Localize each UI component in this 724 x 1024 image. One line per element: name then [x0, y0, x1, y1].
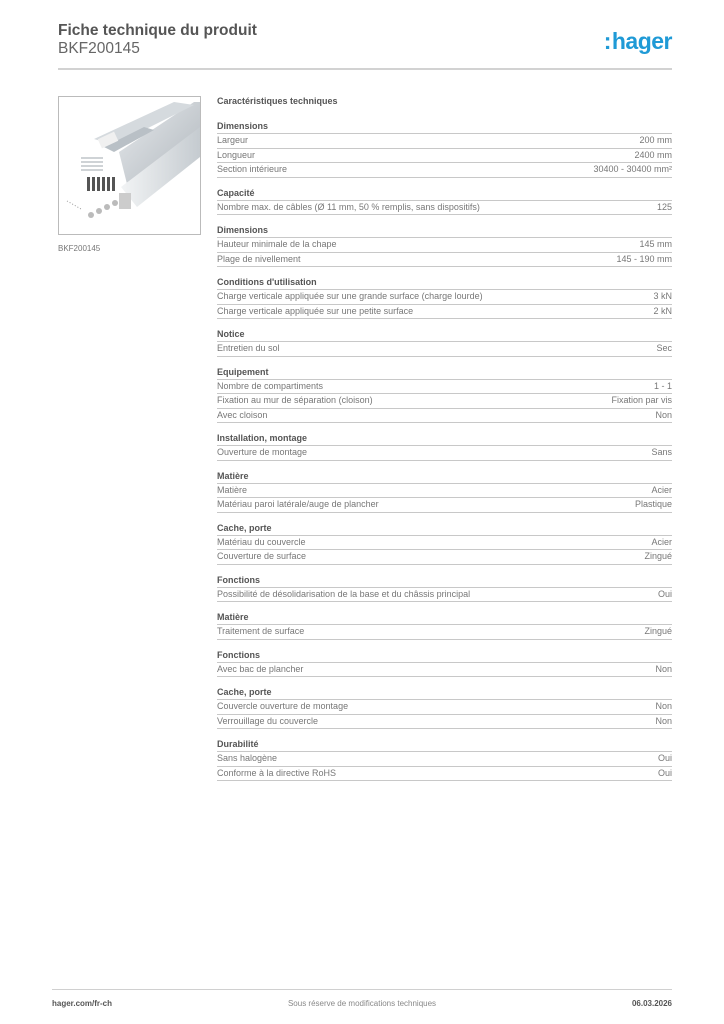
- logo-text: hager: [611, 28, 672, 54]
- product-image: [58, 96, 201, 235]
- spec-label: Charge verticale appliquée sur une grande surface (charge lourde): [217, 291, 483, 301]
- spec-value: Acier: [651, 536, 672, 547]
- spec-value: Sec: [656, 343, 672, 353]
- spec-group-title: Installation, montage: [217, 432, 672, 446]
- spec-value: Zingué: [644, 626, 672, 636]
- spec-group: [217, 328, 672, 357]
- spec-label: Ouverture de montage: [217, 447, 308, 457]
- spec-group: [217, 224, 672, 267]
- spec-label: Conforme à la directive RoHS: [217, 767, 337, 778]
- spec-group-title: Notice: [217, 328, 672, 342]
- spec-row: [217, 550, 672, 565]
- spec-label: Avec cloison: [217, 409, 268, 420]
- spec-label: Possibilité de désolidarisation de la base et du châssis principal: [217, 588, 471, 599]
- spec-group-title: Cache, porte: [217, 686, 672, 700]
- technical-specs: [217, 96, 672, 790]
- spec-row: [217, 625, 672, 640]
- spec-label: Longueur: [217, 149, 256, 160]
- spec-label: Couverture de surface: [217, 551, 307, 561]
- spec-value: Sans: [651, 447, 672, 457]
- spec-row: [217, 305, 672, 320]
- footer-website-link[interactable]: hager.com/fr-ch: [52, 999, 113, 1008]
- spec-group: [217, 366, 672, 424]
- spec-group: [217, 522, 672, 565]
- spec-label: Avec bac de plancher: [217, 663, 304, 674]
- spec-row: [217, 752, 672, 767]
- spec-value: 145 - 190 mm: [616, 253, 672, 264]
- spec-label: Charge verticale appliquée sur une petite surface: [217, 305, 414, 316]
- spec-label: Nombre max. de câbles (Ø 11 mm, 50 % remplis, sans dispositifs): [217, 201, 480, 212]
- spec-value: 200 mm: [639, 135, 672, 145]
- page-footer: [52, 989, 672, 1010]
- spec-value: Zingué: [644, 551, 672, 561]
- spec-value: Plastique: [634, 499, 672, 509]
- spec-row: [217, 238, 672, 253]
- spec-label: Largeur: [217, 135, 249, 145]
- specs-title: Caractéristiques techniques: [217, 96, 338, 106]
- spec-value: 1 - 1: [653, 380, 672, 391]
- spec-group: [217, 686, 672, 729]
- spec-group: [217, 432, 672, 461]
- spec-group: [217, 187, 672, 216]
- spec-value: Oui: [657, 753, 672, 763]
- footer-notice: Sous réserve de modifications techniques: [287, 999, 437, 1008]
- spec-label: Matériau paroi latérale/auge de plancher: [217, 499, 379, 509]
- spec-row: [217, 715, 672, 730]
- product-code: BKF200145: [58, 40, 140, 57]
- spec-row: [217, 394, 672, 409]
- spec-row: [217, 536, 672, 551]
- spec-row: [217, 409, 672, 424]
- spec-label: Sans halogène: [217, 753, 278, 763]
- spec-row: [217, 484, 672, 499]
- spec-label: Matériau du couvercle: [217, 536, 306, 547]
- spec-value: 145 mm: [639, 239, 672, 249]
- spec-row: [217, 134, 672, 149]
- spec-label: Traitement de surface: [217, 626, 305, 636]
- spec-row: [217, 163, 672, 178]
- spec-row: [217, 201, 672, 216]
- spec-value: Non: [655, 409, 672, 420]
- spec-value: Oui: [657, 767, 672, 778]
- image-caption: BKF200145: [58, 244, 101, 253]
- spec-group: [217, 649, 672, 678]
- spec-group-title: Fonctions: [217, 649, 672, 663]
- hager-logo: [604, 28, 672, 55]
- spec-row: [217, 663, 672, 678]
- spec-group-title: Matière: [217, 611, 672, 625]
- spec-value: Non: [655, 701, 672, 711]
- spec-group-title: Equipement: [217, 366, 672, 380]
- spec-row: [217, 380, 672, 395]
- spec-value: Non: [655, 715, 672, 726]
- spec-group-title: Matière: [217, 470, 672, 484]
- spec-value: 125: [656, 201, 672, 212]
- spec-label: Hauteur minimale de la chape: [217, 239, 337, 249]
- spec-label: Plage de nivellement: [217, 253, 301, 264]
- spec-label: Fixation au mur de séparation (cloison): [217, 395, 373, 405]
- spec-value: 30400 - 30400 mm²: [593, 164, 672, 174]
- spec-group: [217, 276, 672, 319]
- logo-colon: :: [603, 28, 611, 54]
- spec-row: [217, 588, 672, 603]
- spec-group-title: Conditions d'utilisation: [217, 276, 672, 290]
- spec-value: 3 kN: [653, 291, 672, 301]
- page-title: Fiche technique du produit: [58, 22, 257, 39]
- spec-value: Acier: [651, 484, 672, 495]
- spec-value: 2 kN: [653, 305, 672, 316]
- spec-row: [217, 700, 672, 715]
- spec-row: [217, 767, 672, 782]
- spec-label: Matière: [217, 484, 248, 495]
- spec-label: Section intérieure: [217, 164, 288, 174]
- spec-label: Entretien du sol: [217, 343, 280, 353]
- spec-group: [217, 574, 672, 603]
- spec-group: [217, 470, 672, 513]
- spec-label: Couvercle ouverture de montage: [217, 701, 349, 711]
- spec-group-title: Dimensions: [217, 120, 672, 134]
- spec-value: 2400 mm: [634, 149, 672, 160]
- spec-label: Nombre de compartiments: [217, 380, 324, 391]
- spec-group-title: Fonctions: [217, 574, 672, 588]
- spec-group-title: Capacité: [217, 187, 672, 201]
- spec-group: [217, 120, 672, 178]
- spec-row: [217, 290, 672, 305]
- spec-group-title: Cache, porte: [217, 522, 672, 536]
- spec-group-title: Dimensions: [217, 224, 672, 238]
- spec-group-title: Durabilité: [217, 738, 672, 752]
- footer-date: 06.03.2026: [631, 999, 672, 1008]
- spec-value: Oui: [657, 588, 672, 599]
- spec-group: [217, 611, 672, 640]
- spec-value: Fixation par vis: [611, 395, 672, 405]
- spec-label: Verrouillage du couvercle: [217, 715, 319, 726]
- spec-row: [217, 149, 672, 164]
- spec-row: [217, 342, 672, 357]
- spec-value: Non: [655, 663, 672, 674]
- spec-group: [217, 738, 672, 781]
- spec-row: [217, 498, 672, 513]
- page-header: [58, 22, 672, 70]
- cable-duct-illustration-icon: [59, 97, 200, 234]
- spec-row: [217, 446, 672, 461]
- spec-row: [217, 253, 672, 268]
